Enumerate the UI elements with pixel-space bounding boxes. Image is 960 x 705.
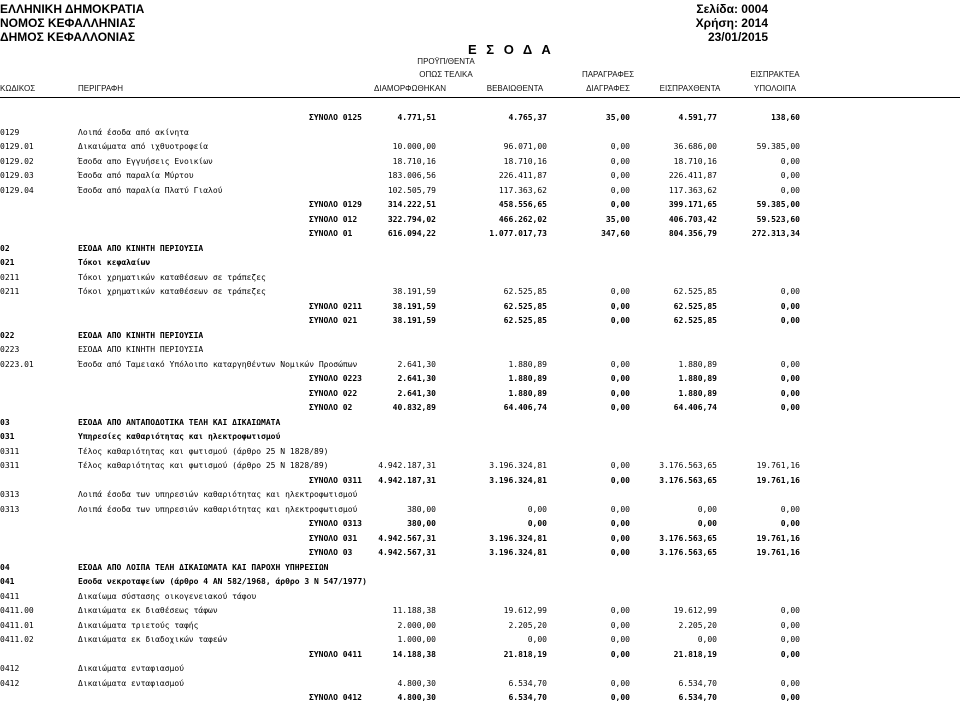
- header-fiscal-year: Χρήση: 2014: [695, 16, 768, 30]
- total-label: ΣΥΝΟΛΟ 022: [309, 388, 358, 398]
- row-code: 0411: [0, 591, 20, 601]
- total-row: [0, 691, 960, 705]
- row-description: ΕΣΟΔΑ ΑΠΟ ΛΟΙΠΑ ΤΕΛΗ ΔΙΚΑΙΩΜΑΤΑ ΚΑΙ ΠΑΡΟΧΗ ΥΠΗΡΕΣΙΩΝ: [78, 562, 329, 572]
- cell-formed: 4.942.187,31: [378, 475, 436, 485]
- table-row: [0, 619, 960, 633]
- cell-certified: 466.262,02: [498, 214, 547, 224]
- cell-collected: 3.176.563,65: [659, 475, 717, 485]
- total-row: [0, 387, 960, 401]
- cell-deletions: 0,00: [610, 678, 630, 688]
- cell-deletions: 0,00: [610, 475, 630, 485]
- cell-balance: 19.761,16: [756, 548, 800, 557]
- cell-deletions: 0,00: [610, 461, 630, 470]
- cell-certified: 6.534,70: [508, 693, 547, 702]
- table-row: [0, 662, 960, 676]
- row-code: 02: [0, 243, 10, 253]
- cell-collected: 6.534,70: [678, 678, 717, 688]
- cell-formed: 380,00: [407, 504, 436, 514]
- cell-collected: 3.176.563,65: [659, 548, 717, 557]
- cell-deletions: 0,00: [610, 533, 630, 543]
- column-group-final: ΟΠΩΣ ΤΕΛΙΚΑ: [419, 70, 473, 79]
- cell-certified: 3.196.324,81: [489, 475, 547, 485]
- cell-deletions: 0,00: [610, 620, 630, 630]
- cell-balance: 0,00: [780, 678, 800, 688]
- column-header-certified: ΒΕΒΑΙΩΘΕΝΤΑ: [486, 84, 544, 93]
- cell-collected: 36.686,00: [673, 142, 717, 151]
- header-page-number: Σελίδα: 0004: [696, 2, 768, 16]
- cell-certified: 3.196.324,81: [489, 533, 547, 543]
- row-description: Δικαιώματα από ιχθυοτροφεία: [78, 142, 209, 151]
- cell-collected: 3.176.563,65: [659, 533, 717, 543]
- cell-deletions: 35,00: [605, 214, 630, 224]
- cell-deletions: 0,00: [610, 301, 630, 311]
- cell-deletions: 0,00: [610, 359, 630, 369]
- row-code: 0129.01: [0, 142, 34, 151]
- row-code: 0411.00: [0, 606, 34, 615]
- row-description: Δικαιώματα ενταφιασμού: [78, 664, 184, 673]
- table-row: [0, 155, 960, 169]
- total-row: [0, 546, 960, 560]
- total-label: ΣΥΝΟΛΟ 0411: [309, 649, 362, 659]
- row-description: ΕΣΟΔΑ ΑΠΟ ΚΙΝΗΤΗ ΠΕΡΙΟΥΣΙΑ: [78, 345, 204, 354]
- report-title: Ε Σ Ο Δ Α: [468, 42, 554, 57]
- row-description: Τέλος καθαριότητας και φωτισμού (άρθρο 25 Ν 1828/89): [78, 461, 329, 470]
- cell-balance: 19.761,16: [756, 475, 800, 485]
- cell-formed: 2.641,30: [397, 359, 436, 369]
- cell-certified: 19.612,99: [503, 606, 547, 615]
- section-heading-row: [0, 561, 960, 575]
- cell-formed: 2.641,30: [397, 388, 436, 398]
- row-code: 0411.01: [0, 620, 34, 630]
- cell-formed: 10.000,00: [392, 142, 436, 151]
- row-description: Εσοδα νεκροταφείων (άρθρο 4 ΑΝ 582/1968, άρθρο 3 Ν 547/1977): [78, 577, 367, 586]
- total-label: ΣΥΝΟΛΟ 0129: [309, 200, 362, 209]
- cell-balance: 0,00: [780, 403, 800, 412]
- cell-formed: 4.942.567,31: [378, 533, 436, 543]
- row-description: Τόκοι χρηματικών καταθέσεων σε τράπεζες: [78, 287, 266, 296]
- cell-balance: 0,00: [780, 185, 800, 195]
- cell-balance: 0,00: [780, 519, 800, 528]
- cell-collected: 2.205,20: [678, 620, 717, 630]
- total-label: ΣΥΝΟΛΟ 0223: [309, 374, 362, 383]
- cell-balance: 0,00: [780, 504, 800, 514]
- table-row: [0, 271, 960, 285]
- cell-certified: 96.071,00: [503, 142, 547, 151]
- cell-balance: 0,00: [780, 388, 800, 398]
- cell-formed: 616.094,22: [387, 229, 436, 238]
- cell-certified: 6.534,70: [508, 678, 547, 688]
- row-description: Έσοδα από Ταμειακό Υπόλοιπο καταργηθέντων Νομικών Προσώπων: [78, 359, 358, 369]
- cell-formed: 322.794,02: [387, 214, 436, 224]
- cell-formed: 4.942.187,31: [378, 461, 436, 470]
- total-label: ΣΥΝΟΛΟ 0412: [309, 693, 362, 702]
- row-description: ΕΣΟΔΑ ΑΠΟ ΚΙΝΗΤΗ ΠΕΡΙΟΥΣΙΑ: [78, 243, 204, 253]
- cell-collected: 804.356,79: [668, 229, 717, 238]
- total-label: ΣΥΝΟΛΟ 0313: [309, 519, 362, 528]
- cell-collected: 0,00: [697, 635, 717, 644]
- cell-certified: 1.880,89: [508, 388, 547, 398]
- cell-certified: 62.525,85: [503, 287, 547, 296]
- column-header-collected: ΕΙΣΠΡΑΧΘΕΝΤΑ: [659, 84, 721, 93]
- row-code: 0129.02: [0, 156, 34, 166]
- cell-collected: 62.525,85: [673, 287, 717, 296]
- cell-deletions: 347,60: [601, 229, 630, 238]
- row-description: Έσοδα από παραλία Πλατύ Γιαλού: [78, 185, 223, 195]
- row-code: 0412: [0, 678, 20, 688]
- cell-certified: 117.363,62: [498, 185, 547, 195]
- section-heading-row: [0, 416, 960, 430]
- row-code: 041: [0, 577, 15, 586]
- table-row: [0, 633, 960, 647]
- header-prefecture: ΝΟΜΟΣ ΚΕΦΑΛΛΗΝΙΑΣ: [0, 16, 136, 30]
- column-header-deletions: ΔΙΑΓΡΑΦΕΣ: [586, 84, 630, 93]
- column-header-description: ΠΕΡΙΓΡΑΦΗ: [78, 84, 124, 93]
- cell-balance: 0,00: [780, 156, 800, 166]
- cell-collected: 64.406,74: [673, 403, 717, 412]
- row-code: 0129.04: [0, 185, 34, 195]
- cell-balance: 0,00: [780, 359, 800, 369]
- total-label: ΣΥΝΟΛΟ 03: [309, 548, 353, 557]
- cell-formed: 1.000,00: [397, 635, 436, 644]
- column-header-balance: ΥΠΟΛΟΙΠΑ: [754, 84, 796, 93]
- row-description: Έσοδα απο Εγγυήσεις Ενοικίων: [78, 156, 213, 166]
- row-description: Δικαίωμα σύστασης οικογενειακού τάφου: [78, 591, 257, 601]
- cell-collected: 1.880,89: [678, 374, 717, 383]
- cell-collected: 1.880,89: [678, 359, 717, 369]
- row-description: Δικαιώματα τριετούς ταφής: [78, 620, 199, 630]
- cell-certified: 21.818,19: [503, 649, 547, 659]
- total-row: [0, 532, 960, 546]
- cell-collected: 19.612,99: [673, 606, 717, 615]
- row-description: Λοιπά έσοδα από ακίνητα: [78, 127, 189, 137]
- row-code: 0223.01: [0, 359, 34, 369]
- cell-collected: 406.703,42: [668, 214, 717, 224]
- cell-certified: 0,00: [527, 519, 547, 528]
- cell-formed: 14.188,38: [392, 649, 436, 659]
- row-code: 0411.02: [0, 635, 34, 644]
- table-row: [0, 126, 960, 140]
- section-heading-row: [0, 256, 960, 270]
- table-row: [0, 488, 960, 502]
- cell-balance: 138,60: [771, 113, 800, 122]
- cell-formed: 2.641,30: [397, 374, 436, 383]
- row-code: 03: [0, 417, 10, 427]
- cell-balance: 59.385,00: [756, 200, 800, 209]
- row-code: 0313: [0, 504, 20, 514]
- cell-certified: 62.525,85: [503, 301, 547, 311]
- cell-deletions: 0,00: [610, 200, 630, 209]
- header-separator: [0, 97, 960, 98]
- row-description: ΕΣΟΔΑ ΑΠΟ ΑΝΤΑΠΟΔΟΤΙΚΑ ΤΕΛΗ ΚΑΙ ΔΙΚΑΙΩΜΑΤΑ: [78, 417, 281, 427]
- cell-collected: 21.818,19: [673, 649, 717, 659]
- table-row: [0, 590, 960, 604]
- cell-certified: 0,00: [527, 504, 547, 514]
- cell-formed: 183.006,56: [387, 171, 436, 180]
- cell-deletions: 0,00: [610, 403, 630, 412]
- cell-certified: 1.880,89: [508, 374, 547, 383]
- section-heading-row: [0, 430, 960, 444]
- total-row: [0, 474, 960, 488]
- total-label: ΣΥΝΟΛΟ 0125: [309, 113, 362, 122]
- cell-deletions: 0,00: [610, 649, 630, 659]
- row-code: 022: [0, 330, 15, 340]
- cell-certified: 4.765,37: [508, 113, 547, 122]
- cell-balance: 0,00: [780, 301, 800, 311]
- table-row: [0, 169, 960, 183]
- cell-collected: 0,00: [697, 504, 717, 514]
- total-row: [0, 213, 960, 227]
- cell-formed: 2.000,00: [397, 620, 436, 630]
- total-label: ΣΥΝΟΛΟ 012: [309, 214, 358, 224]
- cell-formed: 4.942.567,31: [378, 548, 436, 557]
- cell-balance: 0,00: [780, 635, 800, 644]
- cell-formed: 4.800,30: [397, 693, 436, 702]
- cell-formed: 18.710,16: [392, 156, 436, 166]
- table-row: [0, 343, 960, 357]
- row-code: 0223: [0, 345, 20, 354]
- total-row: [0, 111, 960, 125]
- cell-balance: 0,00: [780, 693, 800, 702]
- total-label: ΣΥΝΟΛΟ 0211: [309, 301, 362, 311]
- cell-balance: 0,00: [780, 620, 800, 630]
- cell-formed: 40.832,89: [392, 403, 436, 412]
- row-code: 0311: [0, 461, 20, 470]
- cell-certified: 1.077.017,73: [489, 229, 547, 238]
- cell-formed: 38.191,59: [392, 301, 436, 311]
- column-group-paragraphs: ΠΑΡΑΓΡΑΦΕΣ: [581, 70, 635, 79]
- header-country: ΕΛΛΗΝΙΚΗ ΔΗΜΟΚΡΑΤΙΑ: [0, 2, 145, 16]
- row-description: Λοιπά έσοδα των υπηρεσιών καθαριότητας και ηλεκτροφωτισμού: [78, 504, 358, 514]
- table-row: [0, 604, 960, 618]
- cell-certified: 458.556,65: [498, 200, 547, 209]
- row-description: Δικαιώματα εκ διαθέσεως τάφων: [78, 606, 218, 615]
- row-code: 0129: [0, 127, 20, 137]
- cell-balance: 0,00: [780, 287, 800, 296]
- total-row: [0, 300, 960, 314]
- header-municipality: ΔΗΜΟΣ ΚΕΦΑΛΛΟΝΙΑΣ: [0, 30, 135, 44]
- cell-balance: 272.313,34: [751, 229, 800, 238]
- column-group-budget: ΠΡΟΫΠ/ΘΕΝΤΑ: [417, 57, 475, 66]
- cell-deletions: 0,00: [610, 185, 630, 195]
- cell-collected: 6.534,70: [678, 693, 717, 702]
- cell-deletions: 0,00: [610, 548, 630, 557]
- table-row: [0, 358, 960, 372]
- row-description: Τόκοι χρηματικών καταθέσεων σε τράπεζες: [78, 272, 266, 282]
- section-heading-row: [0, 329, 960, 343]
- cell-formed: 380,00: [407, 519, 436, 528]
- total-row: [0, 372, 960, 386]
- cell-formed: 38.191,59: [392, 316, 436, 325]
- total-row: [0, 401, 960, 415]
- cell-collected: 226.411,87: [668, 171, 717, 180]
- section-heading-row: [0, 242, 960, 256]
- cell-certified: 18.710,16: [503, 156, 547, 166]
- row-description: Υπηρεσίες καθαριότητας και ηλεκτροφωτισμού: [78, 432, 281, 441]
- cell-collected: 62.525,85: [673, 316, 717, 325]
- cell-deletions: 0,00: [610, 156, 630, 166]
- cell-certified: 3.196.324,81: [489, 548, 547, 557]
- cell-collected: 18.710,16: [673, 156, 717, 166]
- cell-certified: 1.880,89: [508, 359, 547, 369]
- cell-collected: 399.171,65: [668, 200, 717, 209]
- cell-balance: 0,00: [780, 171, 800, 180]
- cell-deletions: 0,00: [610, 693, 630, 702]
- cell-deletions: 0,00: [610, 606, 630, 615]
- total-row: [0, 314, 960, 328]
- cell-certified: 64.406,74: [503, 403, 547, 412]
- cell-certified: 2.205,20: [508, 620, 547, 630]
- table-row: [0, 285, 960, 299]
- row-code: 0211: [0, 287, 20, 296]
- cell-formed: 102.505,79: [387, 185, 436, 195]
- cell-balance: 59.523,60: [756, 214, 800, 224]
- table-row: [0, 184, 960, 198]
- cell-deletions: 0,00: [610, 142, 630, 151]
- total-row: [0, 517, 960, 531]
- cell-deletions: 0,00: [610, 635, 630, 644]
- cell-certified: 3.196.324,81: [489, 461, 547, 470]
- total-label: ΣΥΝΟΛΟ 021: [309, 316, 358, 325]
- cell-collected: 1.880,89: [678, 388, 717, 398]
- table-row: [0, 677, 960, 691]
- cell-balance: 0,00: [780, 374, 800, 383]
- cell-collected: 0,00: [697, 519, 717, 528]
- cell-certified: 62.525,85: [503, 316, 547, 325]
- row-description: Έσοδα από παραλία Μύρτου: [78, 171, 194, 180]
- cell-deletions: 0,00: [610, 316, 630, 325]
- column-group-receivable: ΕΙΣΠΡΑΚΤΕΑ: [750, 70, 800, 79]
- cell-deletions: 0,00: [610, 519, 630, 528]
- table-row: [0, 503, 960, 517]
- column-header-formed: ΔΙΑΜΟΡΦΩΘΗΚΑΝ: [374, 84, 446, 93]
- row-code: 0311: [0, 446, 20, 456]
- row-description: Τόκοι κεφαλαίων: [78, 258, 151, 267]
- cell-deletions: 35,00: [605, 113, 630, 122]
- row-description: Τέλος καθαριότητας και φωτισμού (άρθρο 25 Ν 1828/89): [78, 446, 329, 456]
- cell-balance: 19.761,16: [756, 461, 800, 470]
- cell-formed: 314.222,51: [387, 200, 436, 209]
- total-label: ΣΥΝΟΛΟ 0311: [309, 475, 362, 485]
- header-date: 23/01/2015: [707, 30, 768, 44]
- cell-deletions: 0,00: [610, 374, 630, 383]
- total-row: [0, 227, 960, 241]
- row-description: ΕΣΟΔΑ ΑΠΟ ΚΙΝΗΤΗ ΠΕΡΙΟΥΣΙΑ: [78, 330, 204, 340]
- cell-balance: 19.761,16: [756, 533, 800, 543]
- total-label: ΣΥΝΟΛΟ 031: [309, 533, 358, 543]
- table-row: [0, 445, 960, 459]
- cell-collected: 3.176.563,65: [659, 461, 717, 470]
- row-code: 021: [0, 258, 15, 267]
- row-description: Δικαιώματα εκ διαδοχικών ταφεών: [78, 635, 228, 644]
- column-header-code: ΚΩΔΙΚΟΣ: [0, 84, 36, 93]
- cell-balance: 59.385,00: [756, 142, 800, 151]
- cell-balance: 0,00: [780, 316, 800, 325]
- cell-collected: 62.525,85: [673, 301, 717, 311]
- row-code: 031: [0, 432, 15, 441]
- cell-formed: 11.188,38: [392, 606, 436, 615]
- cell-balance: 0,00: [780, 649, 800, 659]
- total-row: [0, 648, 960, 662]
- cell-deletions: 0,00: [610, 287, 630, 296]
- total-label: ΣΥΝΟΛΟ 01: [309, 229, 353, 238]
- row-code: 0211: [0, 272, 20, 282]
- row-code: 04: [0, 562, 10, 572]
- table-row: [0, 459, 960, 473]
- row-code: 0412: [0, 664, 20, 673]
- total-row: [0, 198, 960, 212]
- cell-certified: 226.411,87: [498, 171, 547, 180]
- total-label: ΣΥΝΟΛΟ 02: [309, 403, 353, 412]
- row-code: 0129.03: [0, 171, 34, 180]
- cell-certified: 0,00: [527, 635, 547, 644]
- section-heading-row: [0, 575, 960, 589]
- cell-deletions: 0,00: [610, 171, 630, 180]
- cell-deletions: 0,00: [610, 388, 630, 398]
- cell-formed: 38.191,59: [392, 287, 436, 296]
- row-description: Δικαιώματα ενταφιασμού: [78, 678, 184, 688]
- row-code: 0313: [0, 490, 20, 499]
- cell-collected: 4.591,77: [678, 113, 717, 122]
- cell-formed: 4.800,30: [397, 678, 436, 688]
- cell-balance: 0,00: [780, 606, 800, 615]
- cell-formed: 4.771,51: [397, 113, 436, 122]
- cell-deletions: 0,00: [610, 504, 630, 514]
- table-row: [0, 140, 960, 154]
- row-description: Λοιπά έσοδα των υπηρεσιών καθαριότητας και ηλεκτροφωτισμού: [78, 490, 358, 499]
- cell-collected: 117.363,62: [668, 185, 717, 195]
